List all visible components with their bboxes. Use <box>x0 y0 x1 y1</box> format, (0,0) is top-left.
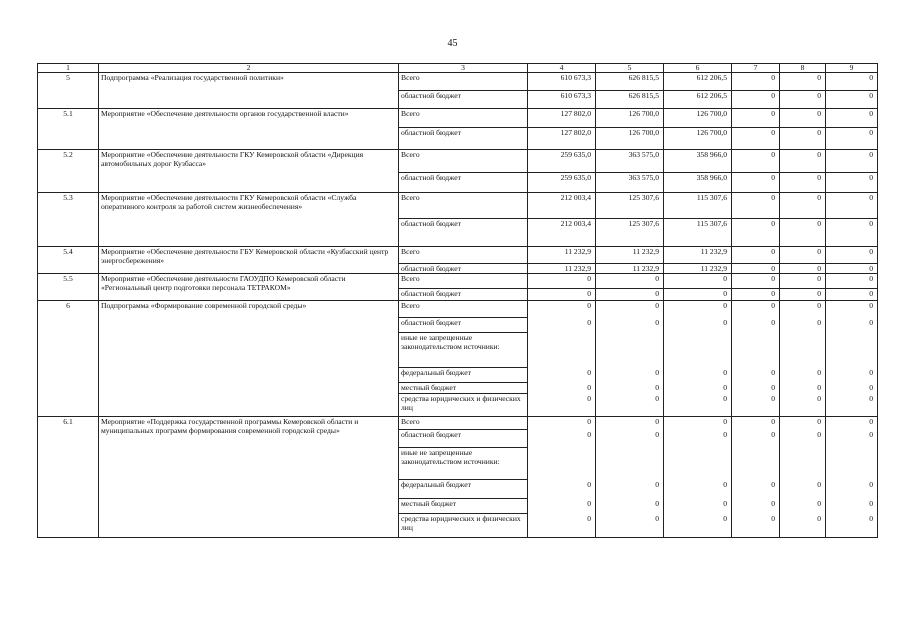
row-title: Мероприятие «Поддержка государственной программы Кемеровской области и муниципальных программ формирования современной городской среды» <box>99 417 399 538</box>
row-number: 5 <box>38 73 99 109</box>
value-cell: 0 <box>732 128 780 150</box>
funding-source: областной бюджет <box>399 430 528 448</box>
value-cell: 612 206,5 <box>664 91 732 109</box>
value-cell: 212 003,4 <box>528 193 596 219</box>
value-cell: 0 <box>596 430 664 448</box>
value-cell: 0 <box>826 150 878 173</box>
value-cell: 0 <box>732 247 780 264</box>
value-cell: 0 <box>596 499 664 514</box>
value-cell: 0 <box>826 264 878 274</box>
funding-source: областной бюджет <box>399 219 528 247</box>
value-cell: 127 802,0 <box>528 109 596 128</box>
value-cell: 126 700,0 <box>596 109 664 128</box>
value-cell: 0 <box>780 128 826 150</box>
funding-source: Всего <box>399 193 528 219</box>
value-cell: 0 <box>732 480 780 499</box>
value-cell: 358 966,0 <box>664 173 732 193</box>
value-cell: 0 <box>664 318 732 333</box>
funding-source: областной бюджет <box>399 128 528 150</box>
value-cell: 0 <box>780 289 826 301</box>
table-row <box>38 274 878 289</box>
value-cell: 115 307,6 <box>664 193 732 219</box>
value-cell: 0 <box>596 368 664 383</box>
funding-source: средства юридических и физических лиц <box>399 394 528 417</box>
header-cell: 9 <box>826 64 878 73</box>
value-cell: 0 <box>528 394 596 417</box>
row-number: 5.2 <box>38 150 99 193</box>
value-cell: 0 <box>528 499 596 514</box>
value-cell: 127 802,0 <box>528 128 596 150</box>
value-cell: 0 <box>732 264 780 274</box>
value-cell: 11 232,9 <box>596 247 664 264</box>
value-cell <box>826 333 878 368</box>
row-title: Мероприятие «Обеспечение деятельности ГБУ Кемеровской области «Кузбасский центр энергосбережения» <box>99 247 399 274</box>
value-cell: 0 <box>826 514 878 538</box>
value-cell: 125 307,6 <box>596 219 664 247</box>
value-cell: 0 <box>826 289 878 301</box>
value-cell: 0 <box>780 301 826 318</box>
value-cell <box>780 333 826 368</box>
row-number: 5.3 <box>38 193 99 247</box>
value-cell: 0 <box>826 480 878 499</box>
value-cell: 0 <box>780 219 826 247</box>
value-cell: 0 <box>732 193 780 219</box>
header-cell: 5 <box>596 64 664 73</box>
funding-source: федеральный бюджет <box>399 480 528 499</box>
value-cell: 0 <box>780 499 826 514</box>
table-row <box>38 73 878 91</box>
value-cell: 0 <box>528 289 596 301</box>
value-cell: 358 966,0 <box>664 150 732 173</box>
value-cell: 0 <box>732 417 780 430</box>
value-cell: 0 <box>826 247 878 264</box>
funding-source: Всего <box>399 274 528 289</box>
value-cell: 0 <box>596 480 664 499</box>
value-cell: 0 <box>732 150 780 173</box>
value-cell: 11 232,9 <box>528 247 596 264</box>
value-cell: 0 <box>780 417 826 430</box>
value-cell: 0 <box>596 318 664 333</box>
funding-source: областной бюджет <box>399 91 528 109</box>
value-cell: 0 <box>826 417 878 430</box>
value-cell: 0 <box>528 368 596 383</box>
row-title: Мероприятие «Обеспечение деятельности ГКУ Кемеровской области «Дирекция автомобильных дорог Кузбасса» <box>99 150 399 193</box>
value-cell: 0 <box>780 318 826 333</box>
value-cell: 0 <box>664 301 732 318</box>
row-number: 5.1 <box>38 109 99 150</box>
value-cell: 0 <box>664 383 732 394</box>
value-cell: 126 700,0 <box>596 128 664 150</box>
value-cell: 0 <box>732 219 780 247</box>
value-cell: 0 <box>780 394 826 417</box>
row-number: 5.5 <box>38 274 99 301</box>
table-row <box>38 193 878 219</box>
funding-source: иные не запрещенные законодательством источники: <box>399 333 528 368</box>
value-cell: 0 <box>780 514 826 538</box>
value-cell: 0 <box>780 383 826 394</box>
value-cell: 363 575,0 <box>596 173 664 193</box>
header-cell: 3 <box>399 64 528 73</box>
value-cell: 0 <box>596 514 664 538</box>
value-cell: 0 <box>826 383 878 394</box>
value-cell: 126 700,0 <box>664 128 732 150</box>
value-cell: 212 003,4 <box>528 219 596 247</box>
value-cell <box>596 448 664 480</box>
value-cell: 0 <box>596 274 664 289</box>
page-number: 45 <box>447 38 458 49</box>
value-cell: 0 <box>596 289 664 301</box>
header-cell: 2 <box>99 64 399 73</box>
funding-source: областной бюджет <box>399 289 528 301</box>
funding-source: Всего <box>399 301 528 318</box>
funding-source: Всего <box>399 150 528 173</box>
value-cell <box>528 448 596 480</box>
value-cell: 0 <box>732 173 780 193</box>
value-cell: 259 635,0 <box>528 173 596 193</box>
header-cell: 1 <box>38 64 99 73</box>
row-number: 6.1 <box>38 417 99 538</box>
value-cell <box>826 448 878 480</box>
value-cell: 0 <box>780 150 826 173</box>
row-title: Мероприятие «Обеспечение деятельности ГАОУДПО Кемеровской области «Региональный центр подготовки персонала ТЕТРАКОМ» <box>99 274 399 301</box>
value-cell: 0 <box>528 318 596 333</box>
value-cell: 612 206,5 <box>664 73 732 91</box>
value-cell: 0 <box>528 301 596 318</box>
value-cell: 0 <box>664 368 732 383</box>
funding-source: Всего <box>399 73 528 91</box>
row-number: 6 <box>38 301 99 417</box>
value-cell <box>780 448 826 480</box>
table-row <box>38 417 878 430</box>
header-row <box>38 64 878 73</box>
value-cell: 0 <box>826 109 878 128</box>
value-cell: 0 <box>732 514 780 538</box>
value-cell: 0 <box>826 274 878 289</box>
value-cell: 0 <box>732 274 780 289</box>
value-cell: 0 <box>528 514 596 538</box>
value-cell: 610 673,3 <box>528 73 596 91</box>
value-cell: 0 <box>780 368 826 383</box>
value-cell: 0 <box>826 318 878 333</box>
value-cell: 0 <box>732 383 780 394</box>
value-cell: 0 <box>732 91 780 109</box>
value-cell <box>664 448 732 480</box>
value-cell: 0 <box>780 247 826 264</box>
table-row <box>38 150 878 173</box>
value-cell: 0 <box>732 394 780 417</box>
value-cell <box>528 333 596 368</box>
value-cell: 0 <box>596 383 664 394</box>
funding-source: областной бюджет <box>399 264 528 274</box>
value-cell: 11 232,9 <box>528 264 596 274</box>
value-cell: 0 <box>826 73 878 91</box>
value-cell: 0 <box>664 417 732 430</box>
funding-source: федеральный бюджет <box>399 368 528 383</box>
value-cell: 0 <box>780 73 826 91</box>
value-cell: 0 <box>732 289 780 301</box>
value-cell: 11 232,9 <box>664 264 732 274</box>
funding-source: Всего <box>399 109 528 128</box>
funding-source: местный бюджет <box>399 499 528 514</box>
value-cell: 0 <box>732 73 780 91</box>
value-cell: 11 232,9 <box>596 264 664 274</box>
value-cell: 0 <box>732 318 780 333</box>
value-cell: 0 <box>780 480 826 499</box>
funding-source: иные не запрещенные законодательством источники: <box>399 448 528 480</box>
value-cell: 0 <box>826 193 878 219</box>
value-cell: 0 <box>826 91 878 109</box>
header-cell: 4 <box>528 64 596 73</box>
header-cell: 8 <box>780 64 826 73</box>
value-cell: 0 <box>596 417 664 430</box>
value-cell: 610 673,3 <box>528 91 596 109</box>
value-cell: 0 <box>826 430 878 448</box>
value-cell: 126 700,0 <box>664 109 732 128</box>
value-cell: 0 <box>826 128 878 150</box>
table-row <box>38 247 878 264</box>
value-cell: 0 <box>664 514 732 538</box>
value-cell: 125 307,6 <box>596 193 664 219</box>
funding-source: областной бюджет <box>399 318 528 333</box>
value-cell: 0 <box>780 173 826 193</box>
value-cell <box>732 333 780 368</box>
value-cell: 115 307,6 <box>664 219 732 247</box>
value-cell: 0 <box>664 499 732 514</box>
value-cell: 0 <box>596 301 664 318</box>
value-cell: 0 <box>732 301 780 318</box>
value-cell: 363 575,0 <box>596 150 664 173</box>
funding-source: Всего <box>399 247 528 264</box>
value-cell: 0 <box>596 394 664 417</box>
value-cell: 626 815,5 <box>596 91 664 109</box>
value-cell: 0 <box>732 430 780 448</box>
value-cell: 0 <box>732 109 780 128</box>
value-cell: 0 <box>664 480 732 499</box>
value-cell: 11 232,9 <box>664 247 732 264</box>
value-cell: 626 815,5 <box>596 73 664 91</box>
value-cell: 0 <box>780 193 826 219</box>
value-cell: 0 <box>826 499 878 514</box>
row-title: Мероприятие «Обеспечение деятельности ГКУ Кемеровской области «Служба оперативного контроля за работой систем жизнеобеспечения» <box>99 193 399 247</box>
value-cell: 0 <box>780 91 826 109</box>
value-cell: 0 <box>780 430 826 448</box>
value-cell: 0 <box>826 368 878 383</box>
value-cell: 0 <box>528 383 596 394</box>
value-cell: 0 <box>664 394 732 417</box>
value-cell: 0 <box>780 274 826 289</box>
value-cell: 0 <box>826 173 878 193</box>
row-title: Подпрограмма «Реализация государственной политики» <box>99 73 399 109</box>
value-cell: 0 <box>826 301 878 318</box>
funding-source: Всего <box>399 417 528 430</box>
funding-source: средства юридических и физических лиц <box>399 514 528 538</box>
table-row <box>38 109 878 128</box>
value-cell: 0 <box>528 480 596 499</box>
value-cell: 0 <box>826 219 878 247</box>
value-cell: 0 <box>664 274 732 289</box>
funding-source: областной бюджет <box>399 173 528 193</box>
header-cell: 7 <box>732 64 780 73</box>
row-number: 5.4 <box>38 247 99 274</box>
value-cell <box>596 333 664 368</box>
funding-source: местный бюджет <box>399 383 528 394</box>
value-cell: 0 <box>780 264 826 274</box>
value-cell: 0 <box>664 289 732 301</box>
row-title: Подпрограмма «Формирование современной городской среды» <box>99 301 399 417</box>
header-cell: 6 <box>664 64 732 73</box>
value-cell: 259 635,0 <box>528 150 596 173</box>
value-cell: 0 <box>826 394 878 417</box>
value-cell <box>664 333 732 368</box>
row-title: Мероприятие «Обеспечение деятельности органов государственной власти» <box>99 109 399 150</box>
value-cell: 0 <box>528 417 596 430</box>
value-cell: 0 <box>780 109 826 128</box>
value-cell: 0 <box>732 368 780 383</box>
value-cell: 0 <box>732 499 780 514</box>
value-cell: 0 <box>528 430 596 448</box>
value-cell: 0 <box>528 274 596 289</box>
value-cell <box>732 448 780 480</box>
budget-table <box>37 63 878 538</box>
table-row <box>38 301 878 318</box>
value-cell: 0 <box>664 430 732 448</box>
